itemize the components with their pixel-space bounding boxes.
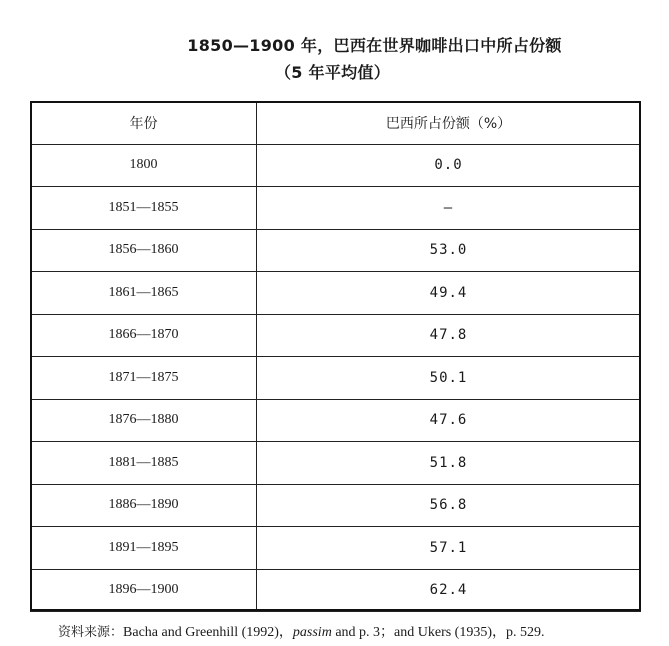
- year-cell: 1866—1870: [31, 314, 257, 357]
- table-title: 1850—1900 年，巴西在世界咖啡出口中所占份额: [187, 36, 562, 55]
- share-cell: 57.1: [257, 527, 641, 570]
- year-cell: 1851—1855: [31, 187, 257, 230]
- table-row: [31, 187, 641, 230]
- year-cell: 1856—1860: [31, 229, 257, 272]
- source-citation-2: and p. 3；and Ukers (1935)，p. 529.: [331, 625, 545, 640]
- year-cell: 1800: [31, 144, 257, 187]
- table-row: [31, 272, 641, 315]
- share-cell: 47.6: [257, 399, 641, 442]
- source-label: 资料来源：: [58, 625, 124, 640]
- share-cell: 47.8: [257, 314, 641, 357]
- share-cell: —: [257, 187, 641, 230]
- year-cell: 1891—1895: [31, 527, 257, 570]
- header-share: 巴西所占份额（%）: [257, 102, 641, 145]
- share-cell: 56.8: [257, 484, 641, 527]
- table-row: [31, 144, 641, 187]
- table-row: [31, 399, 641, 442]
- source-citation-1: Bacha and Greenhill (1992)，: [123, 625, 293, 640]
- table-subtitle: （5 年平均值）: [274, 63, 391, 82]
- table-row: [31, 484, 641, 527]
- share-cell: 51.8: [257, 442, 641, 485]
- share-cell: 62.4: [257, 569, 641, 612]
- table-row: [31, 442, 641, 485]
- table-row: [31, 357, 641, 400]
- year-cell: 1896—1900: [31, 569, 257, 612]
- share-cell: 50.1: [257, 357, 641, 400]
- table-row: [31, 569, 641, 612]
- source-passim: passim: [292, 625, 332, 640]
- year-cell: 1886—1890: [31, 484, 257, 527]
- header-year: 年份: [31, 102, 257, 145]
- table-row: [31, 314, 641, 357]
- coffee-share-table: [30, 101, 641, 612]
- source-note: [58, 624, 545, 642]
- year-cell: 1876—1880: [31, 399, 257, 442]
- table-row: [31, 229, 641, 272]
- share-cell: 0.0: [257, 144, 641, 187]
- share-cell: 53.0: [257, 229, 641, 272]
- table-row: [31, 527, 641, 570]
- year-cell: 1881—1885: [31, 442, 257, 485]
- year-cell: 1871—1875: [31, 357, 257, 400]
- share-cell: 49.4: [257, 272, 641, 315]
- header-row: [31, 102, 641, 145]
- year-cell: 1861—1865: [31, 272, 257, 315]
